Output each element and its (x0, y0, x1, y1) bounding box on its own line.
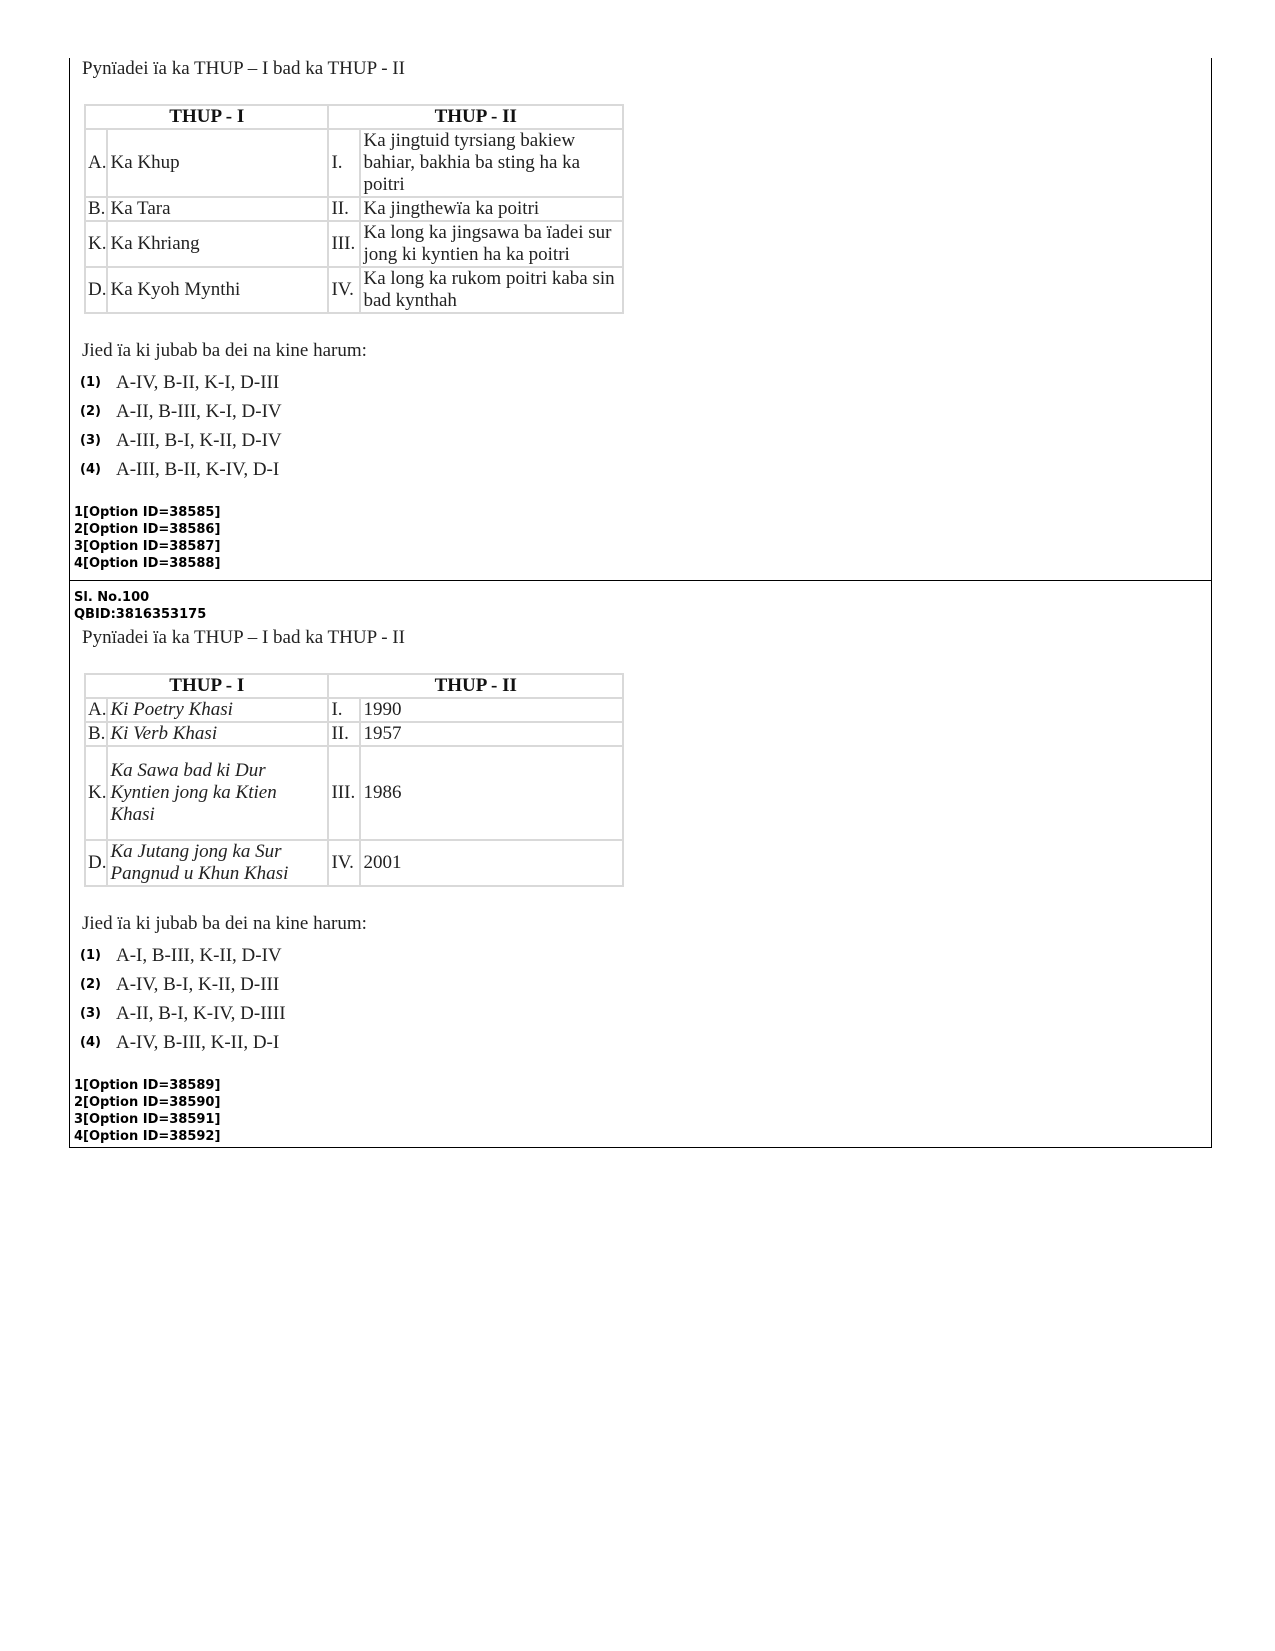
row-right-key: II. (328, 722, 360, 746)
row-left-value: Ka Kyoh Mynthi (107, 267, 328, 313)
column-header-right: THUP - II (328, 674, 623, 698)
answer-option[interactable] (80, 426, 1211, 455)
option-number: (4) (80, 462, 101, 477)
row-right-value: Ka long ka rukom poitri kaba sin bad kynthah (360, 267, 623, 313)
row-left-value: Ka Jutang jong ka Sur Pangnud u Khun Khasi (107, 840, 328, 886)
row-left-value: Ka Khup (107, 129, 328, 197)
answer-option[interactable] (80, 1028, 1211, 1057)
answer-instruction: Jied ïa ki jubab ba dei na kine harum: (82, 913, 367, 934)
option-text: A-II, B-III, K-I, D-IV (116, 400, 282, 422)
table-row (85, 197, 623, 221)
row-left-value: Ka Khriang (107, 221, 328, 267)
option-id-list (74, 1077, 1211, 1145)
option-text: A-III, B-I, K-II, D-IV (116, 429, 282, 451)
answer-option[interactable] (80, 397, 1211, 426)
option-text: A-I, B-III, K-II, D-IV (116, 944, 282, 966)
row-right-value: 1957 (360, 722, 623, 746)
match-table (84, 673, 624, 887)
answer-options (80, 368, 1211, 484)
row-left-value: Ki Verb Khasi (107, 722, 328, 746)
row-key: D. (85, 267, 107, 313)
column-header-left: THUP - I (85, 674, 328, 698)
match-table (84, 104, 624, 314)
row-right-value: 1986 (360, 746, 623, 840)
row-left-value: Ka Sawa bad ki Dur Kyntien jong ka Ktien Khasi (107, 746, 328, 840)
option-text: A-IV, B-I, K-II, D-III (116, 973, 280, 995)
option-id: 4[Option ID=38592] (74, 1129, 221, 1144)
table-row (85, 722, 623, 746)
option-id-list (74, 504, 1211, 572)
row-right-value: 1990 (360, 698, 623, 722)
option-number: (1) (80, 375, 101, 390)
row-key: K. (85, 221, 107, 267)
row-right-key: III. (328, 221, 360, 267)
row-key: A. (85, 698, 107, 722)
answer-option[interactable] (80, 970, 1211, 999)
qbid: QBID:3816353175 (74, 607, 207, 622)
row-key: B. (85, 722, 107, 746)
row-key: D. (85, 840, 107, 886)
answer-option[interactable] (80, 999, 1211, 1028)
question-prompt: Pynïadei ïa ka THUP – I bad ka THUP - II (82, 58, 405, 79)
row-key: B. (85, 197, 107, 221)
row-right-key: IV. (328, 267, 360, 313)
option-id: 1[Option ID=38589] (74, 1078, 221, 1093)
option-number: (3) (80, 1006, 101, 1021)
table-row (85, 221, 623, 267)
row-right-key: II. (328, 197, 360, 221)
row-key: A. (85, 129, 107, 197)
column-header-right: THUP - II (328, 105, 623, 129)
table-row (85, 746, 623, 840)
option-id: 2[Option ID=38590] (74, 1095, 221, 1110)
option-number: (2) (80, 404, 101, 419)
answer-instruction: Jied ïa ki jubab ba dei na kine harum: (82, 340, 367, 361)
option-id: 3[Option ID=38587] (74, 539, 221, 554)
option-id: 2[Option ID=38586] (74, 522, 221, 537)
row-right-key: I. (328, 698, 360, 722)
option-text: A-IV, B-II, K-I, D-III (116, 371, 280, 393)
table-row (85, 698, 623, 722)
table-row (85, 840, 623, 886)
column-header-left: THUP - I (85, 105, 328, 129)
table-row (85, 129, 623, 197)
table-header-row (85, 105, 623, 129)
row-right-value: Ka jingtuid tyrsiang bakiew bahiar, bakhia ba sting ha ka poitri (360, 129, 623, 197)
option-text: A-II, B-I, K-IV, D-IIII (116, 1002, 286, 1024)
row-right-key: I. (328, 129, 360, 197)
option-number: (2) (80, 977, 101, 992)
answer-option[interactable] (80, 455, 1211, 484)
option-number: (4) (80, 1035, 101, 1050)
answer-options (80, 941, 1211, 1057)
answer-option[interactable] (80, 941, 1211, 970)
row-left-value: Ka Tara (107, 197, 328, 221)
option-id: 1[Option ID=38585] (74, 505, 221, 520)
serial-number: Sl. No.100 (74, 590, 150, 605)
option-text: A-IV, B-III, K-II, D-I (116, 1031, 280, 1053)
option-text: A-III, B-II, K-IV, D-I (116, 458, 280, 480)
question-block-1 (70, 58, 1211, 580)
row-right-value: Ka long ka jingsawa ba ïadei sur jong ki kyntien ha ka poitri (360, 221, 623, 267)
option-id: 4[Option ID=38588] (74, 556, 221, 571)
question-prompt: Pynïadei ïa ka THUP – I bad ka THUP - II (82, 627, 405, 648)
table-header-row (85, 674, 623, 698)
option-number: (3) (80, 433, 101, 448)
option-id: 3[Option ID=38591] (74, 1112, 221, 1127)
option-number: (1) (80, 948, 101, 963)
row-right-key: IV. (328, 840, 360, 886)
answer-option[interactable] (80, 368, 1211, 397)
row-key: K. (85, 746, 107, 840)
question-block-2 (70, 580, 1211, 1147)
table-row (85, 267, 623, 313)
question-sheet (69, 58, 1212, 1148)
row-right-key: III. (328, 746, 360, 840)
row-left-value: Ki Poetry Khasi (107, 698, 328, 722)
row-right-value: Ka jingthewïa ka poitri (360, 197, 623, 221)
row-right-value: 2001 (360, 840, 623, 886)
